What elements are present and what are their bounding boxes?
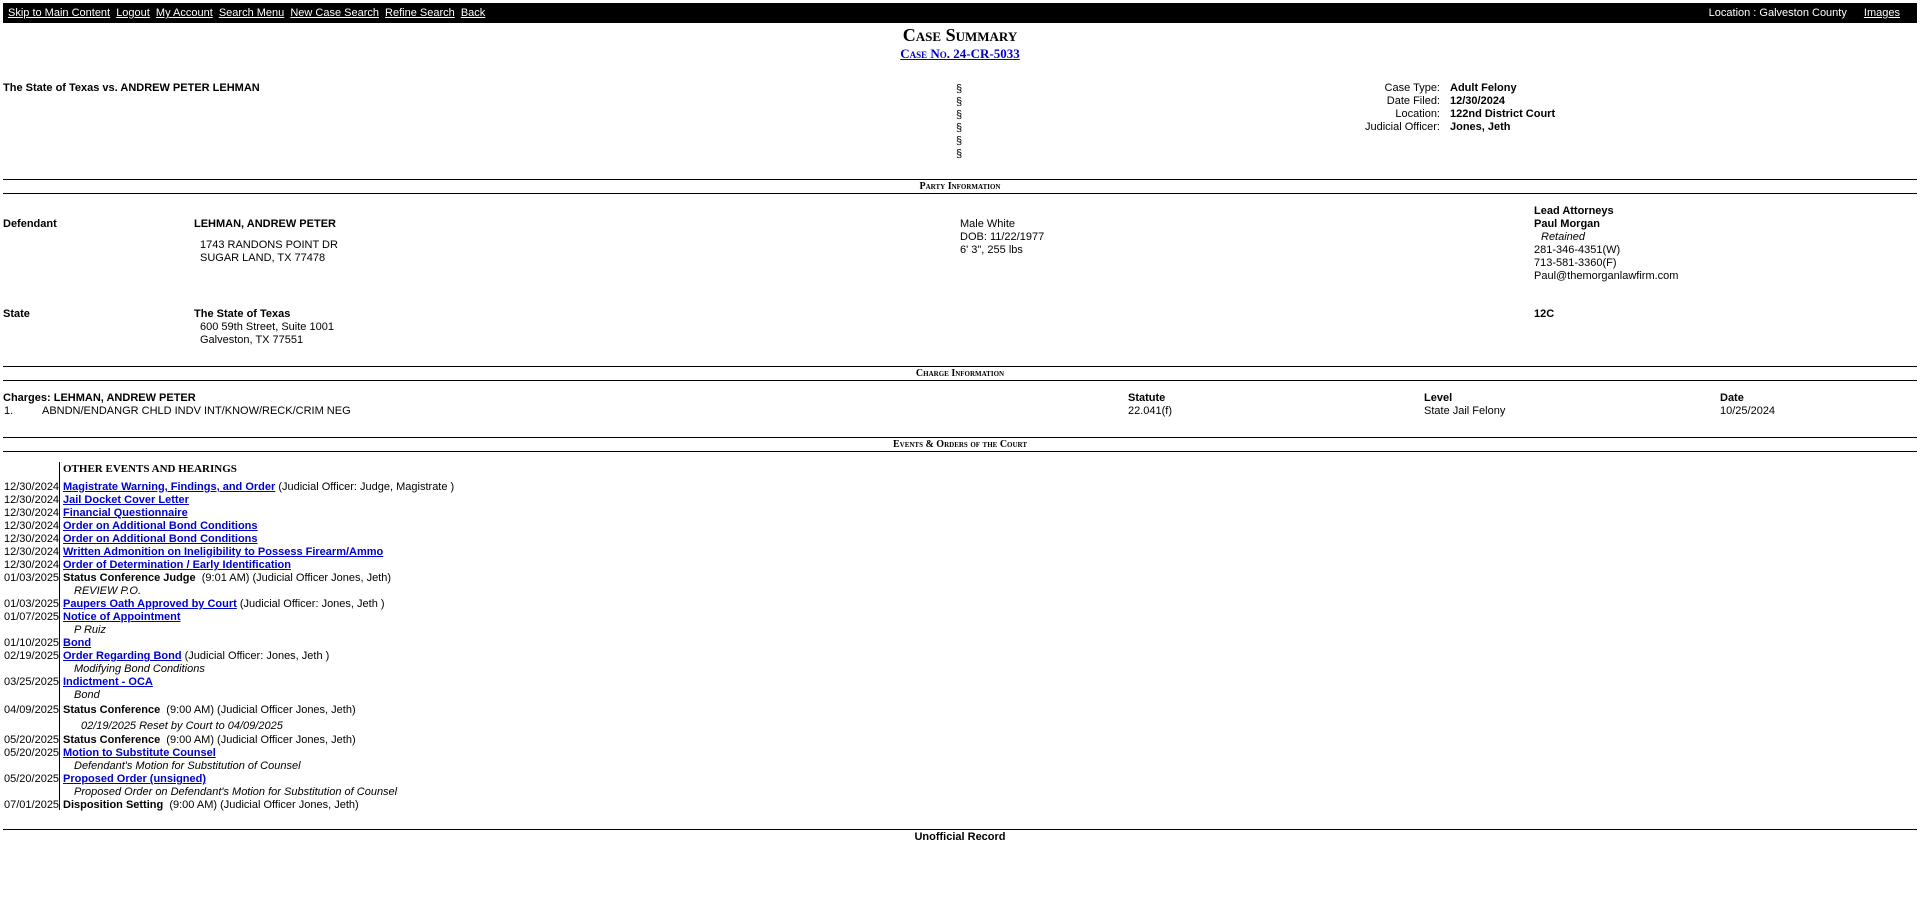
paragraph-mark: § <box>956 122 963 134</box>
new-case-search-link[interactable]: New Case Search <box>290 7 379 19</box>
event-detail: (Judicial Officer: Judge, Magistrate ) <box>275 481 455 493</box>
location-label: Location : Galveston County <box>1708 7 1847 19</box>
section-divider <box>3 437 1917 438</box>
event-note-text: Bond <box>74 689 100 701</box>
party-section-title: Party Information <box>0 181 1920 192</box>
event-content <box>63 533 258 546</box>
event-content <box>63 676 153 689</box>
defendant-role: Defendant <box>3 218 57 230</box>
event-content <box>63 507 188 520</box>
defendant-attorney-phone-work: 281-346-4351(W) <box>1534 244 1621 256</box>
event-content <box>63 481 454 494</box>
page-title: Case Summary <box>902 25 1018 45</box>
state-attorney: 12C <box>1534 308 1555 320</box>
summary-value: Adult Felony <box>1450 82 1517 94</box>
nav-links <box>8 7 488 19</box>
skip-to-main-link[interactable]: Skip to Main Content <box>8 7 111 19</box>
event-content <box>63 494 189 507</box>
event-title: Status Conference Judge <box>63 572 199 584</box>
state-address-line2: Galveston, TX 77551 <box>200 334 304 346</box>
event-date: 01/10/2025 <box>4 637 60 649</box>
event-detail: (9:00 AM) (Judicial Officer Jones, Jeth) <box>163 704 356 716</box>
event-detail: (Judicial Officer: Jones, Jeth ) <box>181 650 330 662</box>
state-address-line1: 600 59th Street, Suite 1001 <box>200 321 334 333</box>
event-detail: (9:00 AM) (Judicial Officer Jones, Jeth) <box>166 799 359 811</box>
event-date: 01/03/2025 <box>4 598 60 610</box>
defendant-sex-race: Male White <box>960 218 1016 230</box>
charge-section-title: Charge Information <box>0 368 1920 379</box>
event-title: Status Conference <box>63 734 164 746</box>
event-note-text: P Ruiz <box>74 624 106 636</box>
summary-label: Location: <box>1395 108 1440 120</box>
event-document-link[interactable]: Magistrate Warning, Findings, and Order <box>63 481 276 493</box>
event-date: 01/07/2025 <box>4 611 60 623</box>
paragraph-marks <box>956 83 968 161</box>
event-content <box>63 546 383 559</box>
back-link[interactable]: Back <box>460 7 486 19</box>
event-document-link[interactable]: Paupers Oath Approved by Court <box>63 598 237 610</box>
event-content <box>63 702 356 718</box>
defendant-attorney-status: Retained <box>1541 231 1586 243</box>
state-role: State <box>3 308 30 320</box>
event-document-link[interactable]: Order Regarding Bond <box>63 650 182 662</box>
event-date: 12/30/2024 <box>4 494 60 506</box>
defendant-address-line1: 1743 RANDONS POINT DR <box>200 239 338 251</box>
top-nav-bar <box>3 3 1917 23</box>
defendant-attorney-name: Paul Morgan <box>1534 218 1601 230</box>
case-style: The State of Texas vs. ANDREW PETER LEHMAN <box>3 82 260 94</box>
event-date: 12/30/2024 <box>4 559 60 571</box>
event-document-link[interactable]: Written Admonition on Ineligibility to Possess Firearm/Ammo <box>63 546 384 558</box>
event-content <box>63 773 206 786</box>
paragraph-mark: § <box>956 83 963 95</box>
defendant-name: LEHMAN, ANDREW PETER <box>194 218 336 230</box>
events-column-divider <box>59 462 60 810</box>
event-note-text: Modifying Bond Conditions <box>74 663 205 675</box>
charge-row-level: State Jail Felony <box>1424 405 1506 417</box>
event-content <box>63 799 359 812</box>
case-number-link[interactable]: Case No. 24-CR-5033 <box>900 46 1020 61</box>
events-section-title: Events & Orders of the Court <box>0 439 1920 450</box>
event-date: 12/30/2024 <box>4 533 60 545</box>
event-date: 12/30/2024 <box>4 507 60 519</box>
case-number-heading <box>0 46 1920 62</box>
charges-col-level: Level <box>1424 392 1453 404</box>
event-content <box>63 520 258 533</box>
defendant-address-line2: SUGAR LAND, TX 77478 <box>200 252 326 264</box>
event-detail: (9:00 AM) (Judicial Officer Jones, Jeth) <box>163 734 356 746</box>
refine-search-link[interactable]: Refine Search <box>385 7 455 19</box>
paragraph-mark: § <box>956 109 963 121</box>
charges-col-statute: Statute <box>1128 392 1166 404</box>
summary-value: 122nd District Court <box>1450 108 1556 120</box>
event-note-text: REVIEW P.O. <box>74 585 142 597</box>
summary-row-case-type <box>1300 82 1600 95</box>
paragraph-mark: § <box>956 96 963 108</box>
lead-attorneys-label: Lead Attorneys <box>1534 205 1614 217</box>
defendant-dob: DOB: 11/22/1977 <box>960 231 1045 243</box>
paragraph-mark: § <box>956 135 963 147</box>
section-divider <box>3 366 1917 367</box>
charge-row-number: 1. <box>4 405 14 417</box>
logout-link[interactable]: Logout <box>116 7 150 19</box>
defendant-attorney-phone-fax: 713-581-3360(F) <box>1534 257 1617 269</box>
footer-divider <box>3 829 1917 830</box>
event-detail: (9:01 AM) (Judicial Officer Jones, Jeth) <box>198 572 392 584</box>
my-account-link[interactable]: My Account <box>155 7 213 19</box>
event-title: Status Conference <box>63 704 164 716</box>
summary-value: Jones, Jeth <box>1450 121 1511 133</box>
section-divider <box>3 380 1917 381</box>
event-date: 03/25/2025 <box>4 676 60 688</box>
case-summary-table <box>1300 82 1600 134</box>
summary-row-location <box>1300 108 1600 121</box>
event-document-link[interactable]: Indictment - OCA <box>63 676 153 688</box>
charge-row-date: 10/25/2024 <box>1720 405 1776 417</box>
event-content <box>63 747 216 760</box>
event-document-link[interactable]: Order of Determination / Early Identification <box>63 559 291 571</box>
summary-label: Judicial Officer: <box>1365 121 1440 133</box>
paragraph-mark: § <box>956 148 963 160</box>
summary-label: Case Type: <box>1384 82 1440 94</box>
summary-row-date-filed <box>1300 95 1600 108</box>
event-document-link[interactable]: Financial Questionnaire <box>63 507 188 519</box>
event-document-link[interactable]: Bond <box>63 637 92 649</box>
event-date: 05/20/2025 <box>4 734 60 746</box>
charge-row-description: ABNDN/ENDANGR CHLD INDV INT/KNOW/RECK/CRIM NEG <box>42 405 351 417</box>
event-date: 01/03/2025 <box>4 572 60 584</box>
event-content <box>63 598 385 611</box>
defendant-height-weight: 6' 3", 255 lbs <box>960 244 1023 256</box>
event-document-link[interactable]: Order on Additional Bond Conditions <box>63 520 258 532</box>
charges-heading: Charges: LEHMAN, ANDREW PETER <box>3 392 196 404</box>
summary-row-judicial-officer <box>1300 121 1600 134</box>
section-divider <box>3 193 1917 194</box>
event-date: 05/20/2025 <box>4 773 60 785</box>
event-date: 04/09/2025 <box>4 704 60 716</box>
state-name: The State of Texas <box>194 308 291 320</box>
event-document-link[interactable]: Jail Docket Cover Letter <box>63 494 189 506</box>
event-content <box>63 559 291 572</box>
event-date: 05/20/2025 <box>4 747 60 759</box>
event-content <box>63 572 391 585</box>
images-link[interactable]: Images <box>1863 7 1900 19</box>
event-title: Disposition Setting <box>63 799 167 811</box>
event-content <box>63 734 356 747</box>
event-document-link[interactable]: Motion to Substitute Counsel <box>63 747 216 759</box>
event-note-text: Defendant's Motion for Substitution of Counsel <box>74 760 301 772</box>
event-content <box>63 611 181 624</box>
section-divider <box>3 179 1917 180</box>
summary-value: 12/30/2024 <box>1450 95 1506 107</box>
event-note-text: 02/19/2025 Reset by Court to 04/09/2025 <box>81 720 283 732</box>
event-date: 12/30/2024 <box>4 546 60 558</box>
event-document-link[interactable]: Order on Additional Bond Conditions <box>63 533 258 545</box>
event-content <box>63 637 91 650</box>
event-date: 02/19/2025 <box>4 650 60 662</box>
event-content <box>63 650 329 663</box>
charge-row-statute: 22.041(f) <box>1128 405 1173 417</box>
charges-col-date: Date <box>1720 392 1744 404</box>
unofficial-record-label: Unofficial Record <box>914 831 1006 843</box>
section-divider <box>3 451 1917 452</box>
defendant-attorney-email: Paul@themorganlawfirm.com <box>1534 270 1679 282</box>
event-date: 12/30/2024 <box>4 520 60 532</box>
event-note-text: Proposed Order on Defendant's Motion for Substitution of Counsel <box>74 786 398 798</box>
summary-label: Date Filed: <box>1386 95 1440 107</box>
nav-right <box>1709 7 1903 19</box>
search-menu-link[interactable]: Search Menu <box>218 7 285 19</box>
events-subheading: OTHER EVENTS AND HEARINGS <box>63 463 237 475</box>
event-date: 12/30/2024 <box>4 481 60 493</box>
event-document-link[interactable]: Notice of Appointment <box>63 611 181 623</box>
event-date: 07/01/2025 <box>4 799 60 811</box>
event-detail: (Judicial Officer: Jones, Jeth ) <box>236 598 385 610</box>
event-document-link[interactable]: Proposed Order (unsigned) <box>63 773 207 785</box>
